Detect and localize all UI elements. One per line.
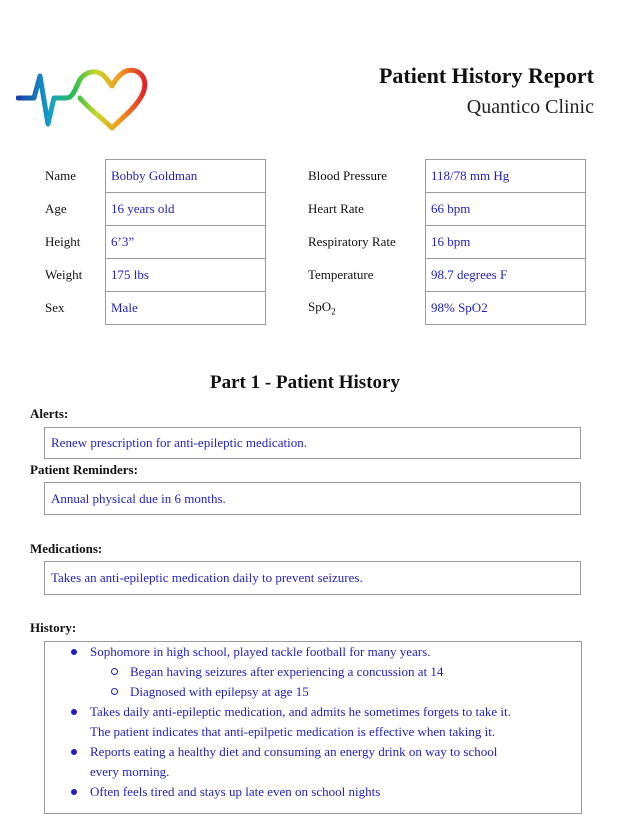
history-label: History: xyxy=(30,620,77,635)
table-row xyxy=(43,259,266,292)
height-label: Height xyxy=(45,234,81,249)
reminders-box: Annual physical due in 6 months. xyxy=(44,482,581,515)
temperature-value: 98.7 degrees F xyxy=(426,259,586,292)
list-item xyxy=(45,642,581,662)
heartbeat-heart-icon xyxy=(16,62,148,134)
bullet-icon xyxy=(71,649,77,655)
history-text: Sophomore in high school, played tackle football for many years. xyxy=(90,644,431,659)
respiratory-rate-label: Respiratory Rate xyxy=(308,234,396,249)
blood-pressure-label: Blood Pressure xyxy=(308,168,388,183)
report-title: Patient History Report xyxy=(378,63,594,88)
table-row xyxy=(43,160,266,193)
list-item xyxy=(45,782,581,802)
list-item xyxy=(45,742,581,782)
bullet-icon xyxy=(71,749,77,755)
list-item xyxy=(45,662,581,682)
name-label: Name xyxy=(45,168,77,183)
age-value: 16 years old xyxy=(106,193,266,226)
table-row xyxy=(306,259,586,292)
circle-bullet-icon xyxy=(111,688,118,695)
list-item xyxy=(45,682,581,702)
table-row xyxy=(306,193,586,226)
spo2-label-text: SpO xyxy=(308,299,332,315)
list-item xyxy=(45,702,581,742)
spo2-label-subscript: 2 xyxy=(331,306,336,317)
alerts-label: Alerts: xyxy=(30,406,69,421)
sex-label: Sex xyxy=(45,300,65,315)
temperature-label: Temperature xyxy=(308,267,374,282)
height-value: 6’3” xyxy=(106,226,266,259)
bullet-icon xyxy=(71,789,77,795)
table-row xyxy=(43,193,266,226)
vitals-table xyxy=(306,159,586,325)
history-list xyxy=(45,642,581,802)
name-value: Bobby Goldman xyxy=(106,160,266,193)
table-row xyxy=(43,292,266,325)
section-title: Part 1 - Patient History xyxy=(210,372,400,393)
heart-rate-value: 66 bpm xyxy=(426,193,586,226)
circle-bullet-icon xyxy=(111,668,118,675)
medications-box: Takes an anti-epileptic medication daily to prevent seizures. xyxy=(44,561,581,595)
patient-info-table xyxy=(43,159,266,325)
history-text-line: The patient indicates that anti-epilpetic medication is effective when taking it. xyxy=(90,724,496,739)
clinic-name: Quantico Clinic xyxy=(466,96,594,118)
history-subtext: Began having seizures after experiencing a concussion at 14 xyxy=(130,664,444,679)
history-text-line: Takes daily anti-epileptic medication, and admits he sometimes forgets to take it. xyxy=(90,704,511,719)
sex-value: Male xyxy=(106,292,266,325)
table-row xyxy=(306,160,586,193)
age-label: Age xyxy=(45,201,67,216)
weight-value: 175 lbs xyxy=(106,259,266,292)
history-text-line: Reports eating a healthy diet and consuming an energy drink on way to school xyxy=(90,744,498,759)
history-subtext: Diagnosed with epilepsy at age 15 xyxy=(130,684,309,699)
table-row xyxy=(306,226,586,259)
reminders-label: Patient Reminders: xyxy=(30,462,138,477)
alerts-box: Renew prescription for anti-epileptic medication. xyxy=(44,427,581,459)
weight-label: Weight xyxy=(45,267,83,282)
spo2-label xyxy=(306,292,426,325)
table-row xyxy=(306,292,586,325)
respiratory-rate-value: 16 bpm xyxy=(426,226,586,259)
history-text-line: every morning. xyxy=(90,764,170,779)
table-row xyxy=(43,226,266,259)
spo2-value: 98% SpO2 xyxy=(426,292,586,325)
blood-pressure-value: 118/78 mm Hg xyxy=(426,160,586,193)
heart-rate-label: Heart Rate xyxy=(308,201,364,216)
history-text-line: Often feels tired and stays up late even on school nights xyxy=(90,784,381,799)
bullet-icon xyxy=(71,709,77,715)
medications-label: Medications: xyxy=(30,541,103,556)
history-box xyxy=(44,641,582,814)
